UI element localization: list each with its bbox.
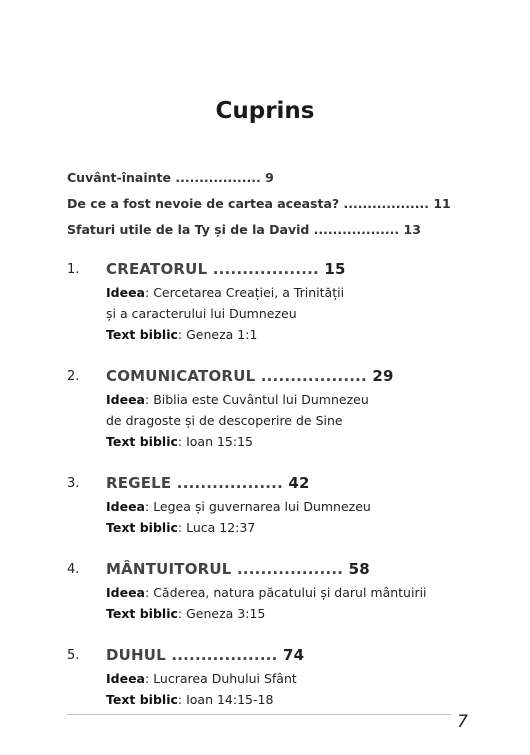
- idea-line: Ideea: Cercetarea Creației, a Trinității: [106, 285, 345, 300]
- idea-text: Legea și guvernarea lui Dumnezeu: [153, 499, 371, 514]
- chapter-entry: [67, 474, 467, 538]
- toc-entry-foreword[interactable]: Cuvânt-înainte .................. 9: [67, 170, 274, 185]
- chapter-number: 4.: [67, 562, 80, 577]
- chapter-number: 5.: [67, 648, 80, 663]
- chapter-page-number: 29: [372, 367, 394, 385]
- idea-continuation: de dragoste și de descoperire de Sine: [106, 413, 343, 428]
- chapter-entry: [67, 560, 467, 624]
- chapter-heading-link[interactable]: [106, 474, 467, 496]
- idea-line: Ideea: Căderea, natura păcatului și darul mântuirii: [106, 585, 427, 600]
- leader-dots: ..................: [207, 260, 325, 278]
- idea-continuation: și a caracterului lui Dumnezeu: [106, 306, 297, 321]
- leader-dots: ..................: [165, 646, 283, 664]
- toc-entry-why-this-book[interactable]: De ce a fost nevoie de cartea aceasta? .................. 11: [67, 196, 451, 211]
- page-title: Cuprins: [215, 98, 315, 124]
- bible-text-line: Text biblic: Ioan 15:15: [106, 434, 254, 449]
- idea-label: Ideea: [106, 585, 145, 600]
- idea-text: Lucrarea Duhului Sfânt: [153, 671, 297, 686]
- chapter-number: 3.: [67, 476, 80, 491]
- chapter-page-number: 42: [288, 474, 310, 492]
- bible-text-label: Text biblic: [106, 520, 178, 535]
- chapter-title: DUHUL: [106, 646, 166, 664]
- page-number: 7: [457, 712, 468, 732]
- footer-divider: [67, 714, 451, 715]
- idea-line: Ideea: Biblia este Cuvântul lui Dumnezeu: [106, 392, 369, 407]
- idea-label: Ideea: [106, 671, 145, 686]
- chapter-heading-link[interactable]: [106, 646, 467, 668]
- toc-entry-useful-tips[interactable]: Sfaturi utile de la Ty și de la David .................. 13: [67, 222, 421, 237]
- chapter-title: CREATORUL: [106, 260, 208, 278]
- chapter-page-number: 15: [324, 260, 346, 278]
- bible-text-reference: Geneza 1:1: [186, 327, 258, 342]
- bible-text-reference: Geneza 3:15: [186, 606, 266, 621]
- bible-text-label: Text biblic: [106, 434, 178, 449]
- bible-text-label: Text biblic: [106, 327, 178, 342]
- bible-text-line: Text biblic: Ioan 14:15-18: [106, 692, 274, 707]
- bible-text-line: Text biblic: Luca 12:37: [106, 520, 256, 535]
- chapter-number: 1.: [67, 262, 80, 277]
- chapter-heading-link[interactable]: [106, 560, 467, 582]
- idea-text: Căderea, natura păcatului și darul mântuirii: [153, 585, 427, 600]
- chapter-title: MÂNTUITORUL: [106, 560, 232, 578]
- idea-label: Ideea: [106, 392, 145, 407]
- bible-text-reference: Luca 12:37: [186, 520, 256, 535]
- idea-line: Ideea: Lucrarea Duhului Sfânt: [106, 671, 297, 686]
- leader-dots: ..................: [231, 560, 349, 578]
- bible-text-line: Text biblic: Geneza 3:15: [106, 606, 266, 621]
- bible-text-line: Text biblic: Geneza 1:1: [106, 327, 258, 342]
- chapter-entry: [67, 367, 467, 452]
- chapter-entry: [67, 646, 467, 710]
- bible-text-reference: Ioan 14:15-18: [186, 692, 274, 707]
- bible-text-reference: Ioan 15:15: [186, 434, 254, 449]
- chapter-page-number: 74: [282, 646, 305, 664]
- idea-text: Cercetarea Creației, a Trinității: [153, 285, 345, 300]
- bible-text-label: Text biblic: [106, 606, 178, 621]
- bible-text-label: Text biblic: [106, 692, 178, 707]
- idea-label: Ideea: [106, 499, 145, 514]
- chapter-list: [67, 260, 467, 732]
- chapter-number: 2.: [67, 369, 80, 384]
- leader-dots: ..................: [255, 367, 373, 385]
- front-matter-list: [67, 170, 451, 248]
- chapter-title: REGELE: [106, 474, 172, 492]
- idea-label: Ideea: [106, 285, 145, 300]
- chapter-entry: [67, 260, 467, 345]
- idea-line: Ideea: Legea și guvernarea lui Dumnezeu: [106, 499, 371, 514]
- chapter-title: COMUNICATORUL: [106, 367, 256, 385]
- leader-dots: ..................: [171, 474, 289, 492]
- chapter-heading-link[interactable]: [106, 260, 467, 282]
- chapter-page-number: 58: [348, 560, 370, 578]
- idea-text: Biblia este Cuvântul lui Dumnezeu: [153, 392, 369, 407]
- chapter-heading-link[interactable]: [106, 367, 467, 389]
